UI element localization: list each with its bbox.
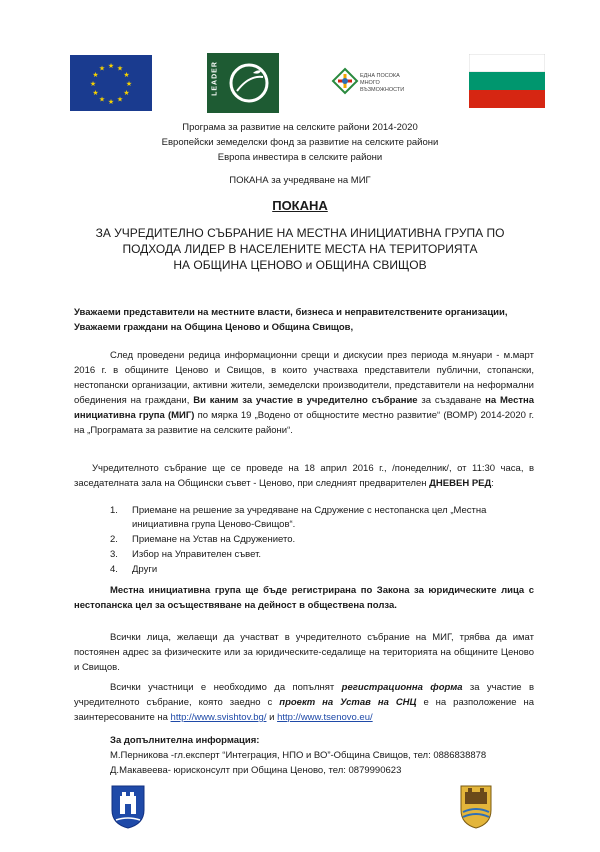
svg-text:★: ★ [107,62,115,70]
leader-text: LEADER [211,61,219,96]
header-line3: Европа инвестира в селските райони [217,152,383,163]
svg-text:★: ★ [98,95,106,104]
svg-text:★: ★ [125,80,133,88]
paragraph-address: Всички лица, желаещи да участват в учредителното събрание на МИГ, трябва да имат постоянен адрес за физическите или за юридическите-седалище на територията на общините Ценово и Свищов. [74,632,534,673]
agenda-item-text: Избор на Управителен съвет. [132,549,262,560]
para1-measure: по мярка 19 „Водено от общностите местно развитие“ (ВОМР) 2014-2020 г. на „Програмата за развитие на селските райони“. [74,410,534,436]
agenda-list [110,504,540,578]
para2-text: Учредителното събрание ще се проведе на 18 април 2016 г., /понеделник/, от 11:30 часа, в заседателната зала на Общински съвет - Ценово, при следният предварителен [74,463,534,489]
heading-line3: НА ОБЩИНА ЦЕНОВО и ОБЩИНА СВИЩОВ [173,258,427,272]
document-subject: ПОКАНА за учредяване на МИГ [229,175,371,186]
para1-purpose: за създаване [421,395,482,406]
contact-line1: М.Перникова -гл.експерт “Интеграция, НПО и ВО”-Община Свищов, тел: 0886838878 [110,750,487,761]
svg-text:★: ★ [116,95,124,104]
program-header [0,120,600,165]
contact-info [110,733,540,778]
greeting [74,305,534,335]
para5-text2: за участие в учредителното събрание, която заедно с [74,682,534,708]
para5-text: Всички участници е необходимо да попълнят [110,682,335,693]
svg-text:★: ★ [98,64,106,73]
statute-draft-text: проект на Устав на СНЦ [279,697,417,708]
link-separator: и [269,712,275,723]
svishtov-link[interactable]: http://www.svishtov.bg/ [170,712,267,723]
svg-text:★: ★ [92,89,99,97]
svg-text:★: ★ [116,64,124,73]
agenda-colon: : [491,478,494,489]
leader-logo [207,53,279,113]
greeting-line2: Уважаеми граждани на Община Ценово и Община Свищов, [74,322,354,333]
para1-invite: Ви каним за участие в учредително събрание [193,395,418,406]
agenda-item-number: 2. [110,534,118,545]
paragraph-invitation [74,348,534,438]
svg-text:★: ★ [92,71,99,79]
info-title: За допълнителна информация: [110,735,260,746]
one-direction-logo [330,64,425,100]
tagline-line2: МНОГО ВЪЗМОЖНОСТИ [360,80,405,93]
agenda-item-number: 3. [110,549,118,560]
agenda-item-text: Приемане на решение за учредяване на Сдружение с нестопанска цел „Местна инициативна група Ценово-Свищов“. [132,505,487,530]
heading-line1: ЗА УЧРЕДИТЕЛНО СЪБРАНИЕ НА МЕСТНА ИНИЦИАТИВНА ГРУПА ПО [95,226,505,240]
agenda-item-text: Други [132,564,158,575]
agenda-item [110,548,540,562]
paragraph-registration: Местна инициативна група ще бъде регистрирана по Закона за юридическите лица с нестопанска цел за осъществяване на дейност в обществена полза. [74,585,534,611]
svg-text:★: ★ [123,71,130,79]
contact-line2: Д.Макавеева- юрисконсулт при Община Ценово, тел: 0879990623 [110,765,402,776]
greeting-line1: Уважаеми представители на местните власти, бизнеса и неправителствените организации, [74,307,508,318]
bulgaria-flag-logo [469,54,545,108]
header-line1: Програма за развитие на селските райони 2014-2020 [182,122,418,133]
tagline-line1: ЕДНА ПОСОКА [360,73,400,79]
svg-text:★: ★ [123,89,130,97]
tsenovo-coat-of-arms [459,782,493,830]
para1-mig: на Местна инициативна група (МИГ) [74,395,535,421]
registration-form-text: регистрационна форма [341,682,463,693]
paragraph-form [74,680,534,725]
svg-text:★: ★ [89,80,97,88]
para5-text3: е на разположение на заинтересованите на [74,697,535,723]
agenda-item-number: 4. [110,564,118,575]
agenda-item [110,533,540,547]
document-heading [0,225,600,273]
paragraph-meeting [74,461,534,491]
agenda-item-number: 1. [110,505,118,516]
document-title: ПОКАНА [272,198,328,213]
agenda-label: ДНЕВЕН РЕД [429,478,492,489]
agenda-item-text: Приемане на Устав на Сдружението. [132,534,296,545]
header-line2: Европейски земеделски фонд за развитие на селските райони [161,137,439,148]
agenda-item [110,563,540,577]
svg-text:★: ★ [107,98,115,106]
para1-text: След проведени редица информационни срещи и дискусии през периода м.януари - м.март 2016 г. в общините Ценово и Свищов, в които участваха представители публични, стопански, нестопански организации, активни жители, земеделски производители, представители на неформални обединения на граждани, [74,350,534,406]
eu-flag-logo [70,55,152,111]
agenda-item [110,504,540,532]
tsenovo-link[interactable]: http://www.tsenovo.eu/ [277,712,373,723]
svishtov-coat-of-arms [110,782,146,830]
heading-line2: ПОДХОДА ЛИДЕР В НАСЕЛЕНИТЕ МЕСТА НА ТЕРИТОРИЯТА [122,242,478,256]
